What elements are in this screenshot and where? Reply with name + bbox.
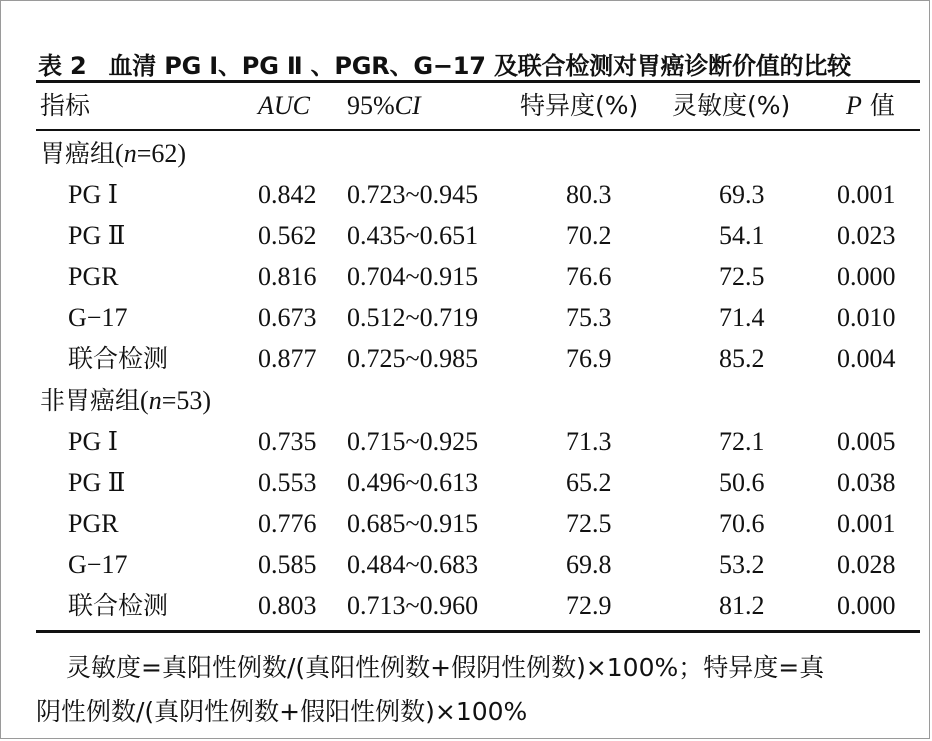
row-p-value: 0.001 [837, 509, 896, 538]
row-auc: 0.553 [258, 468, 317, 497]
row-ci: 0.713~0.960 [347, 591, 479, 620]
table-row [0, 586, 932, 626]
row-specificity: 72.5 [566, 509, 612, 538]
table-row [0, 216, 932, 256]
row-auc: 0.776 [258, 509, 317, 538]
row-specificity: 72.9 [566, 591, 612, 620]
row-indicator: 联合检测 [68, 591, 169, 620]
table-row [0, 422, 932, 462]
row-ci: 0.512~0.719 [347, 303, 479, 332]
row-sensitivity: 71.4 [719, 303, 765, 332]
row-indicator: PG Ⅰ [68, 180, 119, 209]
row-ci: 0.723~0.945 [347, 180, 479, 209]
footnote-line-2: 阴性例数/(真阴性例数+假阳性例数)×100% [36, 697, 528, 726]
row-indicator: PG Ⅰ [68, 427, 119, 456]
footnote-line-1: 灵敏度=真阳性例数/(真阳性例数+假阴性例数)×100%；特异度=真 [66, 653, 825, 682]
row-indicator: PGR [68, 262, 119, 291]
row-indicator: PG Ⅱ [68, 221, 126, 250]
group-name: 胃癌组 [40, 139, 116, 168]
row-ci: 0.435~0.651 [347, 221, 479, 250]
row-specificity: 76.6 [566, 262, 612, 291]
group-sample-size: (n=62) [115, 139, 187, 168]
row-p-value: 0.004 [837, 344, 896, 373]
group-row [0, 381, 932, 421]
row-sensitivity: 53.2 [719, 550, 765, 579]
header-p-value: P 值 [846, 91, 895, 120]
table-row [0, 298, 932, 338]
row-sensitivity: 70.6 [719, 509, 765, 538]
group-row [0, 134, 932, 174]
header-rule [36, 129, 920, 131]
table-caption [38, 46, 851, 81]
group-sample-size: (n=53) [140, 386, 212, 415]
row-p-value: 0.001 [837, 180, 896, 209]
row-auc: 0.816 [258, 262, 317, 291]
row-p-value: 0.000 [837, 262, 896, 291]
row-auc: 0.877 [258, 344, 317, 373]
row-p-value: 0.000 [837, 591, 896, 620]
row-indicator: G−17 [68, 550, 128, 579]
table-row [0, 504, 932, 544]
row-auc: 0.585 [258, 550, 317, 579]
table-title: 血清 PG Ⅰ、PG Ⅱ 、PGR、G−17 及联合检测对胃癌诊断价值的比较 [108, 52, 851, 80]
row-sensitivity: 72.5 [719, 262, 765, 291]
row-specificity: 80.3 [566, 180, 612, 209]
row-ci: 0.685~0.915 [347, 509, 479, 538]
row-p-value: 0.028 [837, 550, 896, 579]
row-p-value: 0.023 [837, 221, 896, 250]
row-indicator: 联合检测 [68, 344, 169, 373]
table-footnote [36, 646, 926, 734]
header-auc: AUC [258, 91, 310, 120]
row-p-value: 0.038 [837, 468, 896, 497]
row-specificity: 75.3 [566, 303, 612, 332]
row-sensitivity: 85.2 [719, 344, 765, 373]
row-auc: 0.842 [258, 180, 317, 209]
row-indicator: PG Ⅱ [68, 468, 126, 497]
row-ci: 0.484~0.683 [347, 550, 479, 579]
row-indicator: PGR [68, 509, 119, 538]
row-auc: 0.735 [258, 427, 317, 456]
group-name: 非胃癌组 [40, 386, 141, 415]
group-label [40, 381, 211, 421]
row-specificity: 71.3 [566, 427, 612, 456]
row-ci: 0.715~0.925 [347, 427, 479, 456]
bottom-rule [36, 630, 920, 633]
row-p-value: 0.010 [837, 303, 896, 332]
table-number: 表 2 [38, 52, 87, 80]
group-label [40, 134, 186, 174]
table-row [0, 339, 932, 379]
row-sensitivity: 81.2 [719, 591, 765, 620]
row-ci: 0.496~0.613 [347, 468, 479, 497]
table-row [0, 175, 932, 215]
header-indicator: 指标 [40, 91, 91, 120]
row-specificity: 65.2 [566, 468, 612, 497]
row-indicator: G−17 [68, 303, 128, 332]
row-ci: 0.704~0.915 [347, 262, 479, 291]
row-sensitivity: 69.3 [719, 180, 765, 209]
row-auc: 0.673 [258, 303, 317, 332]
table-row [0, 545, 932, 585]
table-row [0, 463, 932, 503]
row-specificity: 69.8 [566, 550, 612, 579]
row-sensitivity: 54.1 [719, 221, 765, 250]
row-auc: 0.562 [258, 221, 317, 250]
table-row [0, 257, 932, 297]
row-sensitivity: 50.6 [719, 468, 765, 497]
row-specificity: 76.9 [566, 344, 612, 373]
table-header [0, 86, 932, 126]
row-sensitivity: 72.1 [719, 427, 765, 456]
header-sensitivity: 灵敏度(%) [672, 91, 791, 120]
header-ci: 95%CI [347, 91, 421, 120]
row-specificity: 70.2 [566, 221, 612, 250]
row-p-value: 0.005 [837, 427, 896, 456]
row-ci: 0.725~0.985 [347, 344, 479, 373]
row-auc: 0.803 [258, 591, 317, 620]
header-specificity: 特异度(%) [520, 91, 639, 120]
top-rule [36, 80, 920, 83]
